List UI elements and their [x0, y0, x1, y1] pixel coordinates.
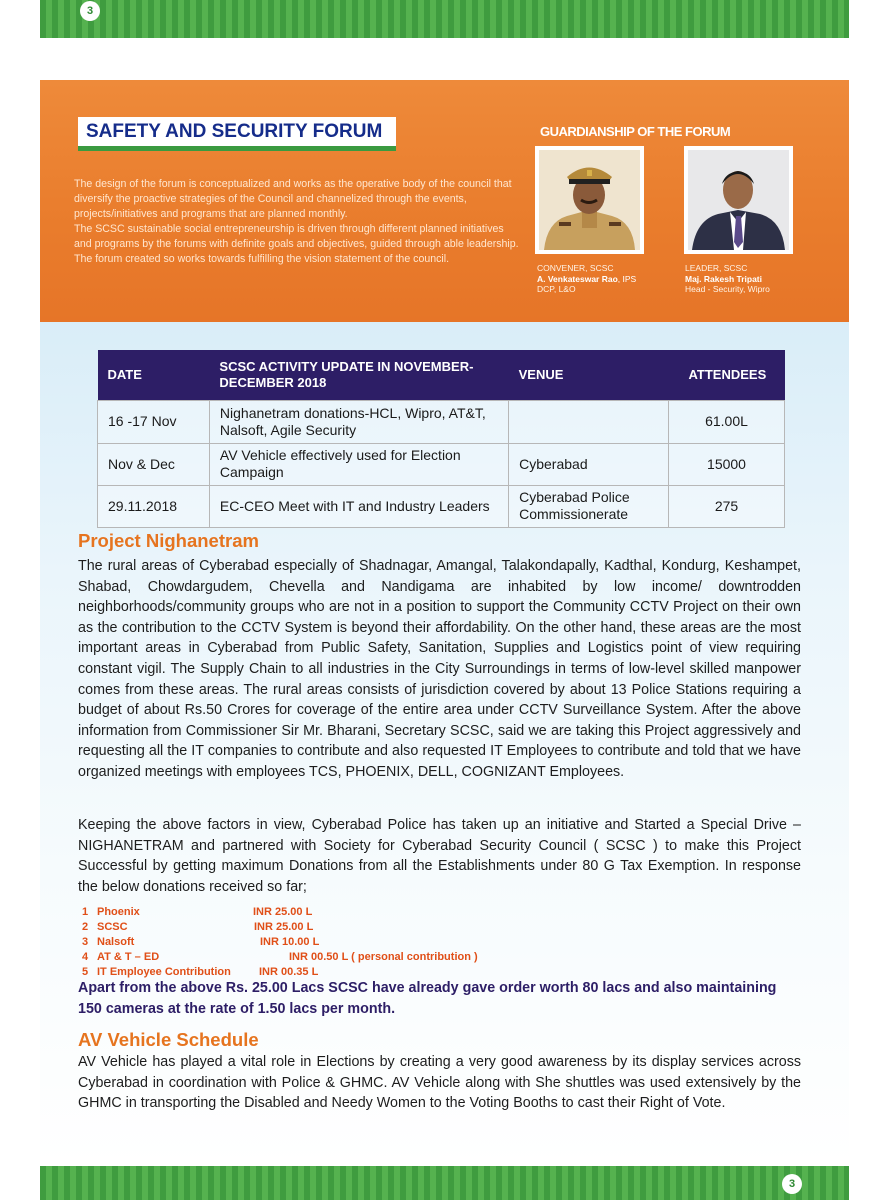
donation-name: IT Employee Contribution [97, 966, 231, 978]
header-attendees: ATTENDEES [669, 350, 785, 400]
cell-activity: AV Vehicle effectively used for Election Campaign [209, 443, 508, 485]
convener-position: DCP, L&O [537, 284, 576, 294]
donation-amount: INR 00.50 L ( personal contribution ) [289, 951, 478, 963]
cell-date: Nov & Dec [98, 443, 210, 485]
cell-venue: Cyberabad Police Commissionerate [509, 485, 669, 527]
donation-name: AT & T – ED [97, 951, 160, 963]
leader-caption [685, 263, 825, 295]
av-vehicle-paragraph: AV Vehicle has played a vital role in Elections by creating a very good awareness by its display services across Cyberabad in coordination with Police & GHMC. AV Vehicle along with She shuttles was used extensively by the GHMC in transporting the Disabled and Needy Women to the Voting Booths to cast their Right of Vote. [78, 1054, 801, 1112]
section-title-av-vehicle: AV Vehicle Schedule [78, 1029, 259, 1050]
donation-name: SCSC [97, 921, 128, 933]
donation-amount: INR 00.35 L [259, 966, 319, 978]
cell-venue [509, 400, 669, 443]
donation-number: 3 [82, 936, 89, 948]
cell-activity: Nighanetram donations-HCL, Wipro, AT&T, Nalsoft, Agile Security [209, 400, 508, 443]
page-number-badge: 3 [80, 1, 100, 21]
leader-name: Maj. Rakesh Tripati [685, 273, 762, 284]
cell-attendees: 275 [669, 485, 785, 527]
convener-role: CONVENER, SCSC [537, 263, 614, 273]
forum-description-paragraph: The design of the forum is conceptualized and works as the operative body of the council that diversify the proactive strategies of the Council and channelized through the events, projects/initiatives and programs that are planned monthly. [74, 178, 512, 220]
bottom-banner [40, 1166, 849, 1200]
cell-attendees: 61.00L [669, 400, 785, 443]
donation-name: Phoenix [97, 906, 140, 918]
cell-attendees: 15000 [669, 443, 785, 485]
guardianship-heading: GUARDIANSHIP OF THE FORUM [540, 124, 731, 139]
donation-number: 5 [82, 966, 89, 978]
convener-name: A. Venkateswar Rao [537, 273, 618, 284]
cell-date: 16 -17 Nov [98, 400, 210, 443]
donation-amount: INR 10.00 L [260, 936, 320, 948]
page-number-badge: 3 [782, 1174, 802, 1194]
convener-caption [537, 263, 677, 295]
donation-amount: INR 25.00 L [254, 921, 314, 933]
forum-title: SAFETY AND SECURITY FORUM [78, 117, 396, 151]
section-title-nighanetram: Project Nighanetram [78, 530, 259, 551]
donation-amount: INR 25.00 L [253, 906, 313, 918]
convener-name-line [537, 274, 677, 285]
donation-number: 4 [82, 951, 89, 963]
header-date: DATE [98, 350, 210, 400]
header-activity: SCSC ACTIVITY UPDATE IN NOVEMBER-DECEMBER 2018 [209, 350, 508, 400]
nighanetram-paragraph-2: Keeping the above factors in view, Cyberabad Police has taken up an initiative and Started a Special Drive – NIGHANETRAM and partnered with Society for Cyberabad Security Council ( SCSC ) to make this Project Successful by getting maximum Donations from all the Establishments under 80 G Tax Exemption. In response the below donations received so far; [78, 817, 801, 895]
convener-photo [535, 146, 644, 254]
leader-photo [684, 146, 793, 254]
donation-number: 2 [82, 921, 89, 933]
nighanetram-paragraph-1: The rural areas of Cyberabad especially of Shadnagar, Amangal, Talakondapally, Kadthal, Kondurg, Keshampet, Shabad, Chowdargudem, Chevella and Nandigama are inhabited by low income/ downtrodden neighborhoods/community groups who are not in a position to support the Community CCTV Project on their own as the contribution to the CCTV System is beyond their affordability. On the other hand, these areas are the most important areas in Cyberabad from Public Safety, Sanitation, Supplies and Logistics point of view requiring constant vigil. The Supply Chain to all industries in the City Surroundings in terms of low-level skilled manpower comes from these areas. The rural areas consists of jurisdiction covered by about 13 Police Stations requiring a budget of about Rs.50 Crores for coverage of the entire area under CCTV Surveillance System. After the above information from Commissioner Sir Mr. Bharani, Secretary SCSC, said we are taking this Project aggressively and requesting all the IT companies to contribute and also requested IT Employees to contribute and told that we have organized meetings with employees TCS, PHOENIX, DELL, COGNIZANT Employees. [78, 558, 801, 780]
top-banner [40, 0, 849, 38]
table-row [98, 400, 785, 443]
header-venue: VENUE [509, 350, 669, 400]
nighanetram-highlight: Apart from the above Rs. 25.00 Lacs SCSC have already gave order worth 80 lacs and also maintaining 150 cameras at the rate of 1.50 lacs per month. [78, 980, 777, 1017]
forum-header-panel [40, 80, 849, 322]
donation-name: Nalsoft [97, 936, 135, 948]
forum-description [74, 177, 519, 267]
table-header-row [98, 350, 785, 400]
leader-position: Head - Security, Wipro [685, 284, 770, 294]
table-row [98, 443, 785, 485]
cell-date: 29.11.2018 [98, 485, 210, 527]
police-officer-portrait-icon [539, 150, 640, 250]
leader-role: LEADER, SCSC [685, 263, 748, 273]
cell-activity: EC-CEO Meet with IT and Industry Leaders [209, 485, 508, 527]
forum-description-paragraph: The SCSC sustainable social entrepreneurship is driven through different planned initiatives and programs by the forums with definite goals and objectives, guided through able leadership. The forum created so works towards fulfilling the vision statement of the council. [74, 223, 519, 265]
leader-portrait-icon [688, 150, 789, 250]
convener-name-suffix: , IPS [617, 273, 637, 284]
activity-table [97, 350, 785, 528]
donation-number: 1 [82, 906, 89, 918]
cell-venue: Cyberabad [509, 443, 669, 485]
table-row [98, 485, 785, 527]
